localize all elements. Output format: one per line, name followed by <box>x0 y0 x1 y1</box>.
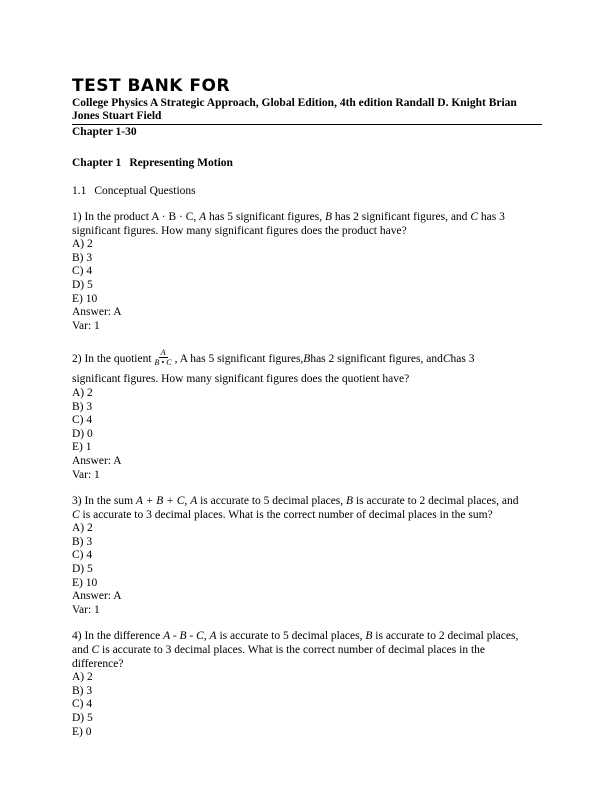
answer: Answer: A <box>72 590 122 603</box>
question-stem: 2) In the quotient $\frac{A}{B • C}$ , A has 5 significant figures, B has 2 significant figures, and C has 3 <box>72 348 475 368</box>
variant: Var: 1 <box>72 603 100 616</box>
option-c: C) 4 <box>72 414 93 427</box>
chapter-heading <box>72 156 542 170</box>
option-e: E) 1 <box>72 441 92 454</box>
option-d: D) 5 <box>72 712 93 724</box>
option-b: B) 3 <box>72 400 93 413</box>
option-a: A) 2 <box>72 238 93 251</box>
question-stem-line2: C is accurate to 3 decimal places. What is the correct number of decimal places in the sum? <box>72 508 493 521</box>
option-a: A) 2 <box>72 671 93 684</box>
option-c: C) 4 <box>72 265 93 278</box>
option-d: D) 5 <box>72 563 93 576</box>
section-number: 1.1 <box>72 185 87 197</box>
section-name: Conceptual Questions <box>94 185 196 197</box>
question-stem-line2: significant figures. How many significant figures does the quotient have? <box>72 373 410 386</box>
option-c: C) 4 <box>72 698 93 711</box>
document-page <box>72 76 542 739</box>
option-a: A) 2 <box>72 386 93 399</box>
option-b: B) 3 <box>72 251 93 264</box>
chapter-number: Chapter 1 <box>72 157 122 169</box>
question-3 <box>72 495 542 617</box>
chapter-range: Chapter 1-30 <box>72 126 137 138</box>
book-title <box>72 97 542 123</box>
question-stem: 3) In the sum A + B + C, A is accurate to 5 decimal places, B is accurate to 2 decimal places, and <box>72 495 519 508</box>
question-stem-line2: significant figures. How many significant figures does the product have? <box>72 224 407 237</box>
book-title-line2: Jones Stuart Field <box>72 110 162 122</box>
book-title-line1: College Physics A Strategic Approach, Global Edition, 4th edition Randall D. Knight Brian <box>72 97 517 109</box>
question-1 <box>72 211 542 333</box>
chapter-name: Representing Motion <box>129 157 233 169</box>
option-d: D) 5 <box>72 278 93 291</box>
variant: Var: 1 <box>72 468 100 481</box>
answer: Answer: A <box>72 454 122 467</box>
variant: Var: 1 <box>72 319 100 332</box>
question-stem-line2: and C is accurate to 3 decimal places. What is the correct number of decimal places in the <box>72 644 485 657</box>
question-4 <box>72 630 542 739</box>
option-d: D) 0 <box>72 427 93 440</box>
question-2 <box>72 346 542 482</box>
quotient-fraction: $\frac{A}{B • C}$ <box>154 348 172 368</box>
option-e: E) 0 <box>72 725 92 738</box>
option-b: B) 3 <box>72 535 93 548</box>
option-e: E) 10 <box>72 292 98 305</box>
option-a: A) 2 <box>72 522 93 535</box>
question-stem: 4) In the difference A - B - C, A is accurate to 5 decimal places, B is accurate to 2 decimal places, <box>72 630 519 643</box>
question-stem: 1) In the product A · B · C, A has 5 significant figures, B has 2 significant figures, and C has 3 <box>72 211 505 223</box>
option-e: E) 10 <box>72 576 98 589</box>
answer: Answer: A <box>72 306 122 319</box>
option-b: B) 3 <box>72 684 93 697</box>
question-stem-line3: difference? <box>72 657 124 670</box>
option-c: C) 4 <box>72 549 93 562</box>
section-heading <box>72 184 542 198</box>
test-bank-title: TEST BANK FOR <box>72 76 231 96</box>
